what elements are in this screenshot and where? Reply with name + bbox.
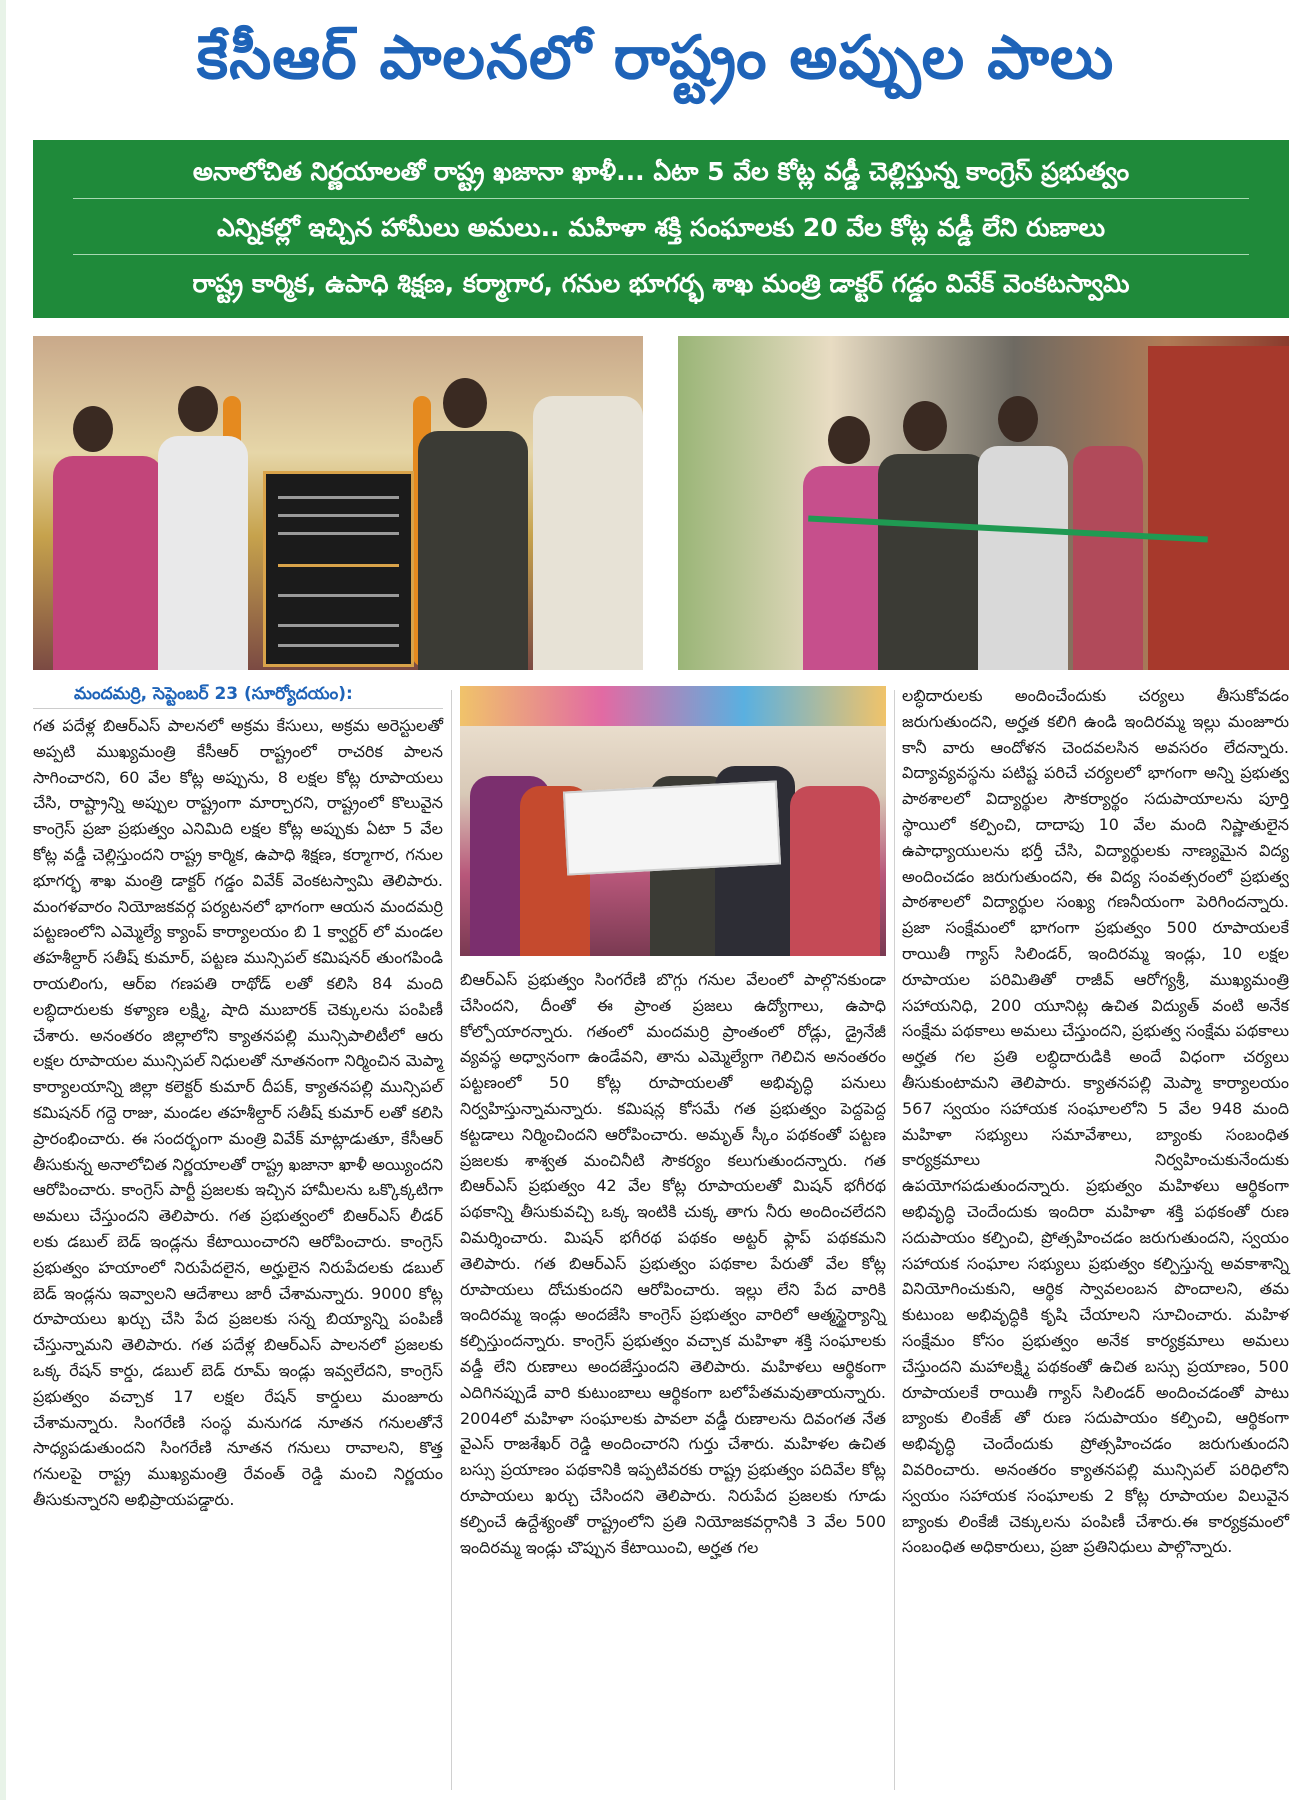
- person-body: [978, 446, 1068, 670]
- foundation-plaque: [263, 471, 414, 667]
- article-paragraph: గత పదేళ్ల బిఆర్ఎస్ పాలనలో అక్రమ కేసులు, అక్రమ అరెస్టులతో అప్పటి ముఖ్యమంత్రి కేసీఆర్ రాష్ట్రంలో రాచరిక పాలన సాగించారని, 60 వేల కోట్ల అప్పును, 8 లక్షల కోట్ల రూపాయలు చేసి, రాష్ట్రాన్ని అప్పుల రాష్ట్రంగా మార్చారని, రాష్ట్రంలో కొలువైన కాంగ్రెస్ ప్రజా ప్రభుత్వం ఎనిమిది లక్షల కోట్ల అప్పుకు ఏటా 5 వేల కోట్ల వడ్డీ చెల్లిస్తుందని రాష్ట్ర కార్మిక, ఉపాధి శిక్షణ, కర్మాగార, గనుల భూగర్భ శాఖ మంత్రి డాక్టర్ గడ్డం వివేక్ వెంకటస్వామి తెలిపారు. మంగళవారం నియోజకవర్గ పర్యటనలో భాగంగా ఆయన మందమర్రి పట్టణంలోని ఎమ్మెల్యే క్యాంప్ కార్యాలయం బి 1 క్వార్టర్ లో మండల తహశీల్దార్ సతీష్ కుమార్, పట్టణ మున్సిపల్ కమిషనర్ తుంగపిండి రాయలింగు, ఆర్ఐ గణపతి రాథోడ్ లతో కలిసి 84 మంది లబ్ధిదారులకు కళ్యాణ లక్ష్మి, షాది ముబారక్ చెక్కులను పంపిణీ చేశారు. అనంతరం జిల్లాలోని క్యాతనపల్లి మున్సిపాలిటీలో ఆరు లక్షల రూపాయల మున్సిపల్ నిధులతో నూతనంగా నిర్మించిన మెప్మా కార్యాలయాన్ని జిల్లా కలెక్టర్ కుమార్ దీపక్, క్యాతనపల్లి మున్సిపల్ కమిషనర్ గద్దె రాజు, మండల తహశీల్దార్ సతీష్ కుమార్ లతో కలిసి ప్రారంభించారు. ఈ సందర్భంగా మంత్రి వివేక్ మాట్లాడుతూ, కేసీఆర్ తీసుకున్న అనాలోచిత నిర్ణయాలతో రాష్ట్ర ఖజానా ఖాళీ అయ్యిందని ఆరోపించారు. కాంగ్రెస్ పార్టీ ప్రజలకు ఇచ్చిన హామీలను ఒక్కొక్కటిగా అమలు చేస్తుందని తెలిపారు. గత ప్రభుత్వంలో బిఆర్ఎస్ లీడర్ లకు డబుల్ బెడ్ ఇండ్లను కేటాయించారని ఆరోపించారు. కాంగ్రెస్ ప్రభుత్వం హయాంలో నిరుపేదలైన, అర్హులైన నిరుపేదలకు డబుల్ బెడ్ ఇండ్లను ఇవ్వాలని ఆదేశాలు జారీ చేశామన్నారు. 9000 కోట్ల రూపాయలు ఖర్చు చేసి పేద ప్రజలకు సన్న బియ్యాన్ని పంపిణీ చేస్తున్నామని తెలిపారు. గత పదేళ్ల బిఆర్ఎస్ పాలనలో ప్రజలకు ఒక్క రేషన్ కార్డు, డబుల్ బెడ్ రూమ్ ఇండ్లు ఇవ్వలేదని, కాంగ్రెస్ ప్రభుత్వం వచ్చాక 17 లక్షల రేషన్ కార్డులు మంజూరు చేశామన్నారు. సింగరేణి సంస్థ మనుగడ నూతన గనులతోనే సాధ్యపడుతుందని సింగరేణి నూతన గనులు రావాలని, కొత్త గనులపై రాష్ట్ర ముఖ్యమంత్రి రేవంత్ రెడ్డి మంచి నిర్ణయం తీసుకున్నారని అభిప్రాయపడ్డారు.: [33, 716, 443, 1509]
- festoon-decoration: [460, 686, 886, 726]
- subhead-line-2: ఎన్నికల్లో ఇచ్చిన హామీలు అమలు.. మహిళా శక్తి సంఘాలకు 20 వేల కోట్ల వడ్డీ లేని రుణాలు: [216, 213, 1106, 242]
- photo-plaque-unveiling: [33, 336, 643, 670]
- subhead-banner: [33, 140, 1289, 318]
- dateline-divider: [33, 708, 443, 709]
- person-head: [903, 401, 947, 451]
- photo-cheque-distribution: [460, 686, 886, 956]
- person-head: [828, 416, 870, 464]
- ceremonial-cheque: [563, 780, 781, 875]
- person-head: [443, 378, 487, 428]
- person-body: [878, 454, 988, 670]
- column-rule: [451, 690, 452, 1790]
- person-body: [1073, 446, 1143, 670]
- dateline: మందమర్రి, సెప్టెంబర్ 23 (సూర్యోదయం):: [74, 684, 353, 704]
- article-paragraph: లబ్ధిదారులకు అందించేందుకు చర్యలు తీసుకోవడం జరుగుతుందని, అర్హత కలిగి ఉండి ఇందిరమ్మ ఇల్లు మంజూరు కానీ వారు ఆందోళన చెందవలసిన అవసరం లేదన్నారు. విద్యావ్యవస్థను పటిష్ట పరిచే చర్యలలో భాగంగా అన్ని ప్రభుత్వ పాఠశాలలో విద్యార్థుల సౌకర్యార్థం సదుపాయాలను పూర్తి స్థాయిలో కల్పించి, దాదాపు 10 వేల మంది నిష్ణాతులైన ఉపాధ్యాయులను భర్తీ చేసి, విద్యార్థులకు నాణ్యమైన విద్య అందించడం జరుగుతుందని, ఈ విద్య సంవత్సరంలో ప్రభుత్వ పాఠశాలలో విద్యార్థుల సంఖ్య గణనీయంగా పెరిగిందన్నారు. ప్రజా సంక్షేమంలో భాగంగా ప్రభుత్వం 500 రూపాయలకే రాయితీ గ్యాస్ సిలిండర్, ఇందిరమ్మ ఇండ్లు, 10 లక్షల రూపాయల పరిమితితో రాజీవ్ ఆరోగ్యశ్రీ, ముఖ్యమంత్రి సహాయనిధి, 200 యూనిట్ల ఉచిత విద్యుత్ వంటి అనేక సంక్షేమ పథకాలు అమలు చేస్తుందని, ప్రభుత్వ సంక్షేమ పథకాలు అర్హత గల ప్రతి లబ్ధిదారుడికి అందే విధంగా చర్యలు తీసుకుంటామని తెలిపారు. క్యాతనపల్లి మెప్మా కార్యాలయం 567 స్వయం సహాయక సంఘాలలోని 5 వేల 948 మంది మహిళా సభ్యులు సమావేశాలు, బ్యాంకు సంబంధిత కార్యక్రమాలు నిర్వహించుకునేందుకు ఉపయోగపడుతుందన్నారు. ప్రభుత్వం మహిళలు ఆర్థికంగా అభివృద్ధి చెందేందుకు ఇందిరా మహిళా శక్తి పథకంతో రుణ సదుపాయం కల్పించి, ప్రోత్సహించడం జరుగుతుందని, స్వయం సహాయక సంఘాల సభ్యులు ప్రభుత్వం కల్పిస్తున్న అవకాశాన్ని వినియోగించుకుని, ఆర్థిక స్వావలంబన పొందాలని, తమ కుటుంబ అభివృద్ధికి కృషి చేయాలని సూచించారు. మహిళ సంక్షేమం కోసం ప్రభుత్వం అనేక కార్యక్రమాలు అమలు చేస్తుందని మహాలక్ష్మి పథకంతో ఉచిత బస్సు ప్రయాణం, 500 రూపాయలకే రాయితీ గ్యాస్ సిలిండర్ అందించడంతో పాటు బ్యాంకు లింకేజ్ తో రుణ సదుపాయం కల్పించి, ఆర్థికంగా అభివృద్ధి చెందేందుకు ప్రోత్సహించడం జరుగుతుందని వివరించారు. అనంతరం క్యాతనపల్లి మున్సిపల్ పరిధిలోని స్వయం సహాయక సంఘాలకు 2 కోట్ల రూపాయల విలువైన బ్యాంకు లింకేజీ చెక్కులను పంపిణీ చేశారు.ఈ కార్యక్రమంలో సంబంధిత అధికారులు, ప్రజా ప్రతినిధులు పాల్గొన్నారు.: [902, 686, 1289, 1557]
- article-column-3: [902, 683, 1289, 1560]
- subhead-line-3: రాష్ట్ర కార్మిక, ఉపాధి శిక్షణ, కర్మాగార, గనుల భూగర్భ శాఖ మంత్రి డాక్టర్ గడ్డం వివేక్ వెంకటస్వామి: [192, 269, 1130, 298]
- red-door: [1148, 346, 1289, 670]
- column-rule: [894, 690, 895, 1790]
- subhead-divider: [73, 198, 1249, 199]
- headline: కేసీఆర్ పాలనలో రాష్ట్రం అప్పుల పాలు: [196, 23, 1115, 93]
- article-column-2: [460, 967, 886, 1560]
- person-body: [158, 436, 248, 670]
- person-body: [53, 456, 163, 670]
- person-body: [533, 396, 643, 670]
- article-paragraph: బిఆర్ఎస్ ప్రభుత్వం సింగరేణి బొగ్గు గనుల వేలంలో పాల్గొనకుండా చేసిందని, దీంతో ఈ ప్రాంత ప్రజలు ఉద్యోగాలు, ఉపాధి కోల్పోయారన్నారు. గతంలో మందమర్రి ప్రాంతంలో రోడ్లు, డ్రైనేజీ వ్యవస్థ అధ్వానంగా ఉండేవని, తాను ఎమ్మెల్యేగా గెలిచిన అనంతరం పట్టణంలో 50 కోట్ల రూపాయలతో అభివృద్ధి పనులు నిర్వహిస్తున్నామన్నారు. కమిషన్ల కోసమే గత ప్రభుత్వం పెద్దపెద్ద కట్టడాలు నిర్మించిందని ఆరోపించారు. అమృత్ స్కీం పథకంతో పట్టణ ప్రజలకు శాశ్వత మంచినీటి సౌకర్యం కలుగుతుందన్నారు. గత బిఆర్ఎస్ ప్రభుత్వం 42 వేల కోట్ల రూపాయలతో మిషన్ భగీరథ పథకాన్ని తీసుకువచ్చి ఒక్క ఇంటికి చుక్క తాగు నీరు అందించలేదని విమర్శించారు. మిషన్ భగీరథ పథకం అట్టర్ ఫ్లాప్ పథకమని తెలిపారు. గత బిఆర్ఎస్ ప్రభుత్వం పథకాల పేరుతో వేల కోట్ల రూపాయలు దోచుకుందని ఆరోపించారు. ఇల్లు లేని పేద వారికి ఇందిరమ్మ ఇండ్లు అందజేసి కాంగ్రెస్ ప్రభుత్వం వారిలో ఆత్మస్థైర్యాన్ని కల్పిస్తుందన్నారు. కాంగ్రెస్ ప్రభుత్వం వచ్చాక మహిళా శక్తి సంఘాలకు వడ్డీ లేని రుణాలు అందజేస్తుందని తెలిపారు. మహిళలు ఆర్థికంగా ఎదిగినప్పుడే వారి కుటుంబాలు ఆర్థికంగా బలోపేతమవుతాయన్నారు. 2004లో మహిళా సంఘాలకు పావలా వడ్డీ రుణాలను దివంగత నేత వైఎస్ రాజశేఖర్ రెడ్డి అందించారని గుర్తు చేశారు. మహిళల ఉచిత బస్సు ప్రయాణం పథకానికి ఇప్పటివరకు రాష్ట్ర ప్రభుత్వం పదివేల కోట్ల రూపాయలు ఖర్చు చేసిందని తెలిపారు. నిరుపేద ప్రజలకు గూడు కల్పించే ఉద్దేశ్యంతో రాష్ట్రంలోని ప్రతి నియోజకవర్గానికి 3 వేల 500 ఇందిరమ్మ ఇండ్లు చొప్పున కేటాయించి, అర్హత గల: [460, 970, 886, 1557]
- person-body: [790, 786, 880, 956]
- subhead-line-1: అనాలోచిత నిర్ణయాలతో రాష్ట్ర ఖజానా ఖాళీ... ఏటా 5 వేల కోట్ల వడ్డీ చెల్లిస్తున్న కాంగ్రెస్ ప్రభుత్వం: [192, 157, 1130, 186]
- person-head: [998, 396, 1038, 442]
- subhead-divider: [73, 254, 1249, 255]
- article-column-1: [33, 713, 443, 1513]
- photo-ribbon-cutting: [678, 336, 1289, 670]
- person-body: [418, 431, 528, 670]
- person-head: [73, 406, 113, 452]
- page-margin-strip: [0, 0, 6, 1800]
- person-head: [178, 386, 218, 432]
